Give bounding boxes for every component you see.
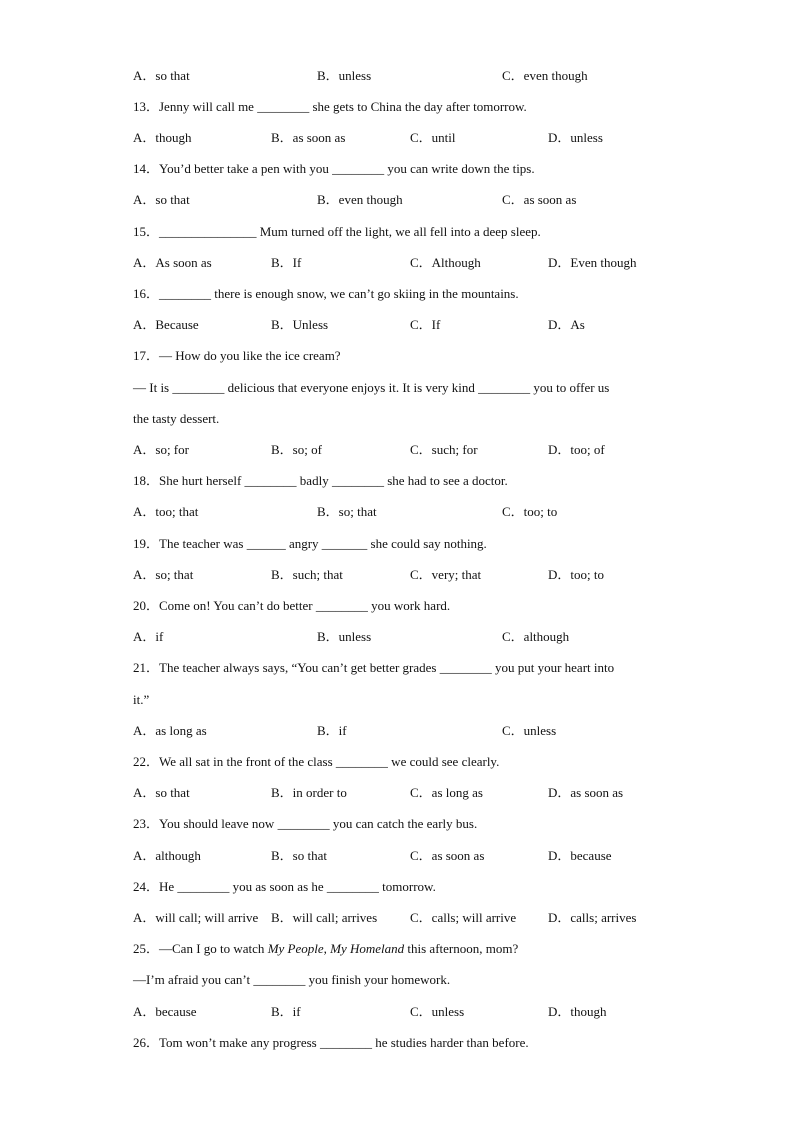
q23-option-b[interactable]: B．so that (271, 848, 327, 863)
q19-option-b[interactable]: B．such; that (271, 567, 343, 582)
q22-option-a[interactable]: A．so that (133, 785, 190, 800)
q14-option-a[interactable]: A．so that (133, 192, 190, 207)
q15-stem: 15．_______________ Mum turned off the light, we all fell into a deep sleep. (133, 224, 541, 239)
q21-line2: it.” (133, 692, 150, 707)
q19-option-c[interactable]: C．very; that (410, 567, 482, 582)
q19-option-d[interactable]: D．too; to (548, 567, 604, 582)
q24-options (133, 909, 693, 927)
q17-option-b[interactable]: B．so; of (271, 442, 322, 457)
q17-option-a[interactable]: A．so; for (133, 442, 189, 457)
q24-stem: 24．He ________ you as soon as he ________ tomorrow. (133, 879, 436, 894)
q22-options (133, 784, 693, 802)
q14-options (133, 191, 693, 209)
q16-option-d[interactable]: D．As (548, 317, 585, 332)
q14-stem: 14．You’d better take a pen with you ________ you can write down the tips. (133, 161, 535, 176)
q13-option-d[interactable]: D．unless (548, 130, 603, 145)
q24-option-b[interactable]: B．will call; arrives (271, 910, 378, 925)
q22-option-c[interactable]: C．as long as (410, 785, 483, 800)
q25-option-c[interactable]: C．unless (410, 1004, 465, 1019)
q21-option-b[interactable]: B．if (317, 723, 347, 738)
q21-stem: 21．The teacher always says, “You can’t get better grades ________ you put your heart into (133, 660, 615, 675)
q18-option-c[interactable]: C．too; to (502, 504, 558, 519)
q20-option-c[interactable]: C．although (502, 629, 570, 644)
q12-options (133, 67, 693, 85)
q21-options (133, 722, 693, 740)
q21-option-a[interactable]: A．as long as (133, 723, 207, 738)
q18-option-a[interactable]: A．too; that (133, 504, 199, 519)
q12-option-a[interactable]: A．so that (133, 68, 190, 83)
q17-line3: the tasty dessert. (133, 411, 220, 426)
q20-stem: 20．Come on! You can’t do better ________ you work hard. (133, 598, 451, 613)
q20-option-b[interactable]: B．unless (317, 629, 372, 644)
q17-options (133, 441, 693, 459)
q23-option-d[interactable]: D．because (548, 848, 612, 863)
q24-option-a[interactable]: A．will call; will arrive (133, 910, 259, 925)
q18-options (133, 503, 693, 521)
q15-option-a[interactable]: A．As soon as (133, 255, 212, 270)
q15-option-c[interactable]: C．Although (410, 255, 481, 270)
q25-stem-prefix: 25．—Can I go to watch (133, 941, 268, 956)
q26-stem: 26．Tom won’t make any progress ________ he studies harder than before. (133, 1035, 529, 1050)
q25-option-a[interactable]: A．because (133, 1004, 197, 1019)
q15-option-d[interactable]: D．Even though (548, 255, 637, 270)
q25-line2: —I’m afraid you can’t ________ you finish your homework. (133, 972, 451, 987)
q17-option-c[interactable]: C．such; for (410, 442, 478, 457)
q12-option-b[interactable]: B．unless (317, 68, 372, 83)
q23-option-a[interactable]: A．although (133, 848, 201, 863)
q20-option-a[interactable]: A．if (133, 629, 164, 644)
q25-stem (133, 940, 518, 958)
q23-option-c[interactable]: C．as soon as (410, 848, 485, 863)
q24-option-c[interactable]: C．calls; will arrive (410, 910, 517, 925)
q25-options (133, 1003, 693, 1021)
q17-option-d[interactable]: D．too; of (548, 442, 605, 457)
q13-option-c[interactable]: C．until (410, 130, 456, 145)
q18-stem: 18．She hurt herself ________ badly ________ she had to see a doctor. (133, 473, 508, 488)
q17-stem: 17．— How do you like the ice cream? (133, 348, 341, 363)
q16-options (133, 316, 693, 334)
q15-option-b[interactable]: B．If (271, 255, 302, 270)
q20-options (133, 628, 693, 646)
q25-stem-suffix: this afternoon, mom? (404, 941, 519, 956)
q23-stem: 23．You should leave now ________ you can catch the early bus. (133, 816, 478, 831)
q13-option-a[interactable]: A．though (133, 130, 192, 145)
q16-option-c[interactable]: C．If (410, 317, 441, 332)
q17-line2: — It is ________ delicious that everyone enjoys it. It is very kind ________ you to offer us (133, 380, 610, 395)
q13-stem: 13．Jenny will call me ________ she gets to China the day after tomorrow. (133, 99, 527, 114)
q21-option-c[interactable]: C．unless (502, 723, 557, 738)
q25-option-b[interactable]: B．if (271, 1004, 301, 1019)
q25-movie-title: My People, My Homeland (267, 941, 405, 956)
q13-option-b[interactable]: B．as soon as (271, 130, 346, 145)
q12-option-c[interactable]: C．even though (502, 68, 588, 83)
q19-options (133, 566, 693, 584)
q22-option-b[interactable]: B．in order to (271, 785, 347, 800)
q22-option-d[interactable]: D．as soon as (548, 785, 624, 800)
q16-option-a[interactable]: A．Because (133, 317, 199, 332)
q14-option-c[interactable]: C．as soon as (502, 192, 577, 207)
q24-option-d[interactable]: D．calls; arrives (548, 910, 637, 925)
q13-options (133, 129, 693, 147)
q16-stem: 16．________ there is enough snow, we can’t go skiing in the mountains. (133, 286, 519, 301)
q23-options (133, 847, 693, 865)
q15-options (133, 254, 693, 272)
q25-option-d[interactable]: D．though (548, 1004, 607, 1019)
q19-stem: 19．The teacher was ______ angry _______ she could say nothing. (133, 536, 487, 551)
q22-stem: 22．We all sat in the front of the class ________ we could see clearly. (133, 754, 500, 769)
q19-option-a[interactable]: A．so; that (133, 567, 194, 582)
q18-option-b[interactable]: B．so; that (317, 504, 377, 519)
q16-option-b[interactable]: B．Unless (271, 317, 329, 332)
q14-option-b[interactable]: B．even though (317, 192, 403, 207)
